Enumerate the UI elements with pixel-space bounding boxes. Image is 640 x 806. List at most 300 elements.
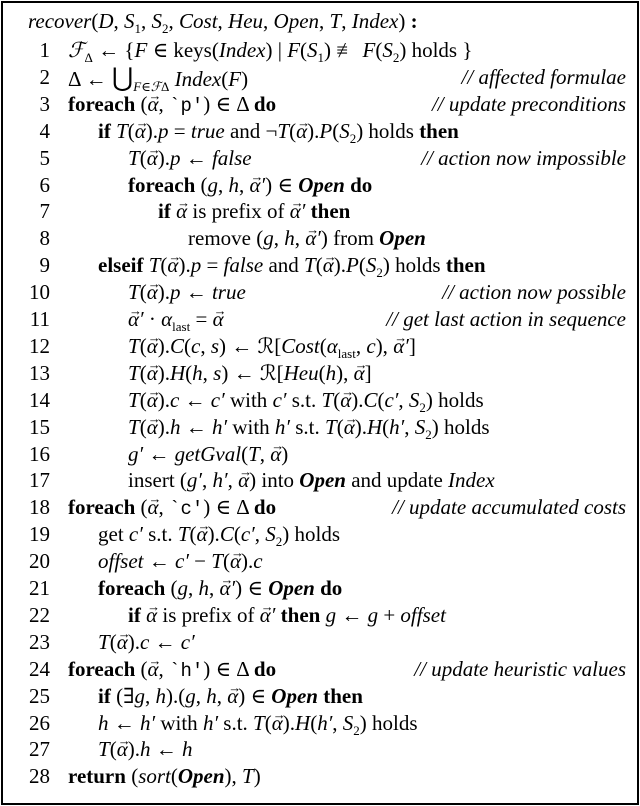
code-token: ), xyxy=(224,764,243,789)
code-token: ( xyxy=(91,9,99,33)
code-token: T xyxy=(98,737,110,762)
code-token: − xyxy=(188,549,212,574)
algorithm-line xyxy=(0,225,640,252)
code-token: ( xyxy=(139,387,147,412)
code-token: ( xyxy=(109,629,117,654)
code-token: return xyxy=(68,764,126,789)
line-comment: // get last action in sequence xyxy=(386,307,626,331)
code-token: ) ≢ xyxy=(324,38,363,62)
algorithm-line xyxy=(0,91,640,118)
code-token: ) ∈ xyxy=(238,683,272,708)
algorithm-line xyxy=(0,198,640,225)
code-token: → α′ xyxy=(305,225,321,252)
code-token: ( xyxy=(264,710,272,735)
code-token: ) xyxy=(398,9,411,33)
code-token: → α xyxy=(354,360,365,387)
code-token: → α′ xyxy=(128,306,144,333)
line-code xyxy=(68,494,276,523)
code-token: → α xyxy=(272,710,283,737)
code-token: Open xyxy=(273,9,320,33)
code-token: ( xyxy=(185,360,193,385)
code-token: h xyxy=(139,737,151,762)
code-token: 2 xyxy=(353,722,360,738)
algorithm-line xyxy=(0,736,640,763)
code-token: g xyxy=(263,226,274,251)
algorithm-line xyxy=(0,575,640,602)
code-token: , xyxy=(202,468,213,493)
code-token: , xyxy=(218,172,229,197)
code-token: h′ xyxy=(389,414,405,439)
algorithm-line xyxy=(0,414,640,441)
code-token: ) holds xyxy=(359,710,418,735)
code-token: C xyxy=(169,333,184,358)
code-token: c′ xyxy=(175,549,189,574)
code-token: ). xyxy=(157,414,170,439)
code-token: Open xyxy=(298,172,345,197)
code-token: ) xyxy=(253,764,261,789)
code-token: S xyxy=(342,710,354,735)
code-token: ( xyxy=(139,360,147,385)
line-number: 14 xyxy=(29,387,50,412)
code-token: c′ xyxy=(210,387,225,412)
code-token: 2 xyxy=(162,21,169,36)
code-token: ( xyxy=(241,441,249,466)
code-token: → α xyxy=(296,118,307,145)
code-token: ( xyxy=(221,66,229,91)
code-token: ), xyxy=(375,333,394,358)
code-token: → α xyxy=(148,656,159,683)
code-token: · xyxy=(143,307,162,331)
code-token: h′ xyxy=(202,710,219,735)
code-token: F xyxy=(134,38,148,62)
code-token: Open xyxy=(177,764,225,789)
code-token: → α xyxy=(213,306,224,333)
code-token: , xyxy=(263,9,274,33)
code-token: c xyxy=(169,387,180,412)
code-token: then xyxy=(419,118,459,143)
line-number: 12 xyxy=(29,333,50,358)
code-token: ( xyxy=(358,253,366,278)
line-number: 2 xyxy=(39,64,50,89)
code-token: ← xyxy=(143,549,175,574)
line-number: 13 xyxy=(29,360,50,385)
code-token: Open xyxy=(379,226,426,251)
code-token: → α xyxy=(147,387,158,414)
code-token: ). xyxy=(157,145,170,170)
code-token: insert ( xyxy=(128,468,187,493)
code-token: ) into xyxy=(249,468,300,493)
code-token: → α′ xyxy=(220,575,236,602)
algorithm-line xyxy=(0,467,640,494)
code-token: T xyxy=(177,522,190,547)
code-token: S xyxy=(408,387,420,412)
code-token: ( xyxy=(139,333,147,358)
code-token: ( xyxy=(165,576,178,600)
code-token: , xyxy=(158,495,170,520)
code-token: p xyxy=(169,280,181,305)
code-token: ← xyxy=(149,629,181,654)
code-token: c′ xyxy=(272,387,287,412)
code-token: g′ xyxy=(186,468,202,493)
code-token: ). xyxy=(157,387,170,412)
code-token: false xyxy=(211,145,252,170)
algorithm-line xyxy=(0,710,640,737)
code-token: S xyxy=(151,9,163,33)
line-number: 6 xyxy=(39,172,50,197)
code-token: c′ xyxy=(240,522,255,547)
code-token: ). xyxy=(351,387,364,412)
code-token: offset xyxy=(98,549,144,574)
code-token: , xyxy=(200,333,211,358)
line-number: 26 xyxy=(29,710,50,735)
code-token: = xyxy=(190,307,213,331)
code-token: ← xyxy=(180,414,212,439)
code-token: foreach xyxy=(68,656,136,681)
code-token: , xyxy=(158,91,170,116)
code-token: → α′ xyxy=(290,198,306,225)
code-token: ( xyxy=(109,737,117,762)
code-token: false xyxy=(223,253,264,278)
code-token: ( xyxy=(222,549,230,574)
code-token: do xyxy=(253,656,277,681)
code-token: Index xyxy=(218,38,266,62)
code-token: is prefix of xyxy=(187,199,290,224)
line-code xyxy=(128,441,288,468)
code-token: = xyxy=(201,253,224,278)
code-token: T xyxy=(128,387,140,412)
code-token: do xyxy=(253,91,277,116)
algorithm-line xyxy=(0,279,640,306)
line-code xyxy=(128,279,246,306)
code-token: S xyxy=(124,9,135,33)
code-token: ( xyxy=(139,145,147,170)
code-token: T xyxy=(148,253,161,278)
code-token: h xyxy=(155,683,166,708)
code-token: ( xyxy=(336,414,344,439)
code-token: , xyxy=(141,9,152,33)
code-token: T xyxy=(128,360,140,385)
code-token: ) holds xyxy=(382,253,446,278)
line-code xyxy=(98,629,195,656)
code-token: → α xyxy=(230,548,241,575)
algorithm-line xyxy=(0,62,640,94)
code-token: h xyxy=(206,683,217,708)
algorithm-line xyxy=(0,629,640,656)
code-token: ) holds xyxy=(282,522,340,547)
code-token: ). xyxy=(333,253,347,278)
code-token: g xyxy=(325,602,337,627)
code-token: + xyxy=(378,602,401,627)
code-token: D xyxy=(98,9,114,33)
code-token: → α xyxy=(238,467,249,494)
algorithm-line xyxy=(0,118,640,145)
code-token: h′ xyxy=(211,414,228,439)
code-token: ( xyxy=(139,280,147,305)
algorithm-line xyxy=(0,37,640,64)
code-token: `c' xyxy=(169,498,204,521)
code-token: ( xyxy=(310,710,318,735)
algorithm-line xyxy=(0,387,640,414)
code-token: ← xyxy=(180,280,212,305)
code-token: s.t. xyxy=(218,710,254,735)
code-token: ] xyxy=(408,333,416,358)
code-token: T xyxy=(304,253,316,278)
line-comment: // update heuristic values xyxy=(414,656,626,681)
line-code xyxy=(158,198,350,225)
code-token: `p' xyxy=(169,94,204,117)
code-token: (∃ xyxy=(110,683,135,708)
code-token: , xyxy=(254,522,266,547)
code-token: s xyxy=(213,360,222,385)
line-comment: // update accumulated costs xyxy=(392,495,626,520)
algorithm-line xyxy=(0,602,640,629)
code-token: → α′ xyxy=(250,172,266,199)
code-token: , xyxy=(188,576,199,600)
line-number: 4 xyxy=(39,118,50,143)
line-code xyxy=(98,575,342,602)
algorithm-line xyxy=(0,306,640,333)
code-token: → α xyxy=(117,629,128,656)
code-token: get xyxy=(98,522,129,547)
code-token: and ¬ xyxy=(224,118,278,143)
code-token: , xyxy=(202,360,214,385)
code-token: ← xyxy=(108,710,140,735)
code-token: Open xyxy=(271,683,318,708)
code-token: ) ← ℛ[ xyxy=(221,360,284,385)
code-token: → α xyxy=(147,414,158,441)
code-token: P xyxy=(346,253,359,278)
code-token: ( xyxy=(318,360,326,385)
code-token: ( xyxy=(233,522,241,547)
code-token: is prefix of xyxy=(157,602,260,627)
code-token: ← xyxy=(180,145,212,170)
code-token: ) ∈ Δ xyxy=(203,656,254,681)
code-token: p xyxy=(158,118,169,143)
line-number: 3 xyxy=(39,91,50,116)
line-code xyxy=(68,91,276,120)
code-token: , xyxy=(168,9,180,33)
code-token: ( xyxy=(315,253,323,278)
code-token: g xyxy=(367,602,379,627)
code-token: → α xyxy=(147,279,158,306)
code-token: foreach xyxy=(68,495,136,520)
algorithm-line xyxy=(0,360,640,387)
code-token: s xyxy=(210,333,219,358)
code-token: ( xyxy=(332,118,340,143)
code-token: ). xyxy=(157,280,170,305)
code-token: ). xyxy=(354,414,367,439)
code-token: ( xyxy=(289,118,297,143)
code-token: g xyxy=(185,683,196,708)
code-token: if xyxy=(128,602,141,627)
code-token: ) holds } xyxy=(399,38,473,62)
code-token: ( xyxy=(333,387,341,412)
code-token: last xyxy=(337,345,356,361)
line-number: 1 xyxy=(39,38,50,62)
code-token: ). xyxy=(157,360,170,385)
code-token: → α xyxy=(167,252,178,279)
line-number: 27 xyxy=(29,737,50,762)
code-token: 2 xyxy=(275,534,283,550)
code-token: remove ( xyxy=(188,226,264,251)
line-number: 17 xyxy=(29,468,50,493)
code-token: true xyxy=(211,280,246,305)
code-token: S xyxy=(382,38,393,62)
code-token: → α xyxy=(176,198,187,225)
code-token: S xyxy=(339,118,350,143)
line-number: 23 xyxy=(29,629,50,654)
code-token: F xyxy=(287,38,301,62)
code-token: with xyxy=(227,414,275,439)
code-token: ) ∈ xyxy=(265,172,299,197)
code-token: ) from xyxy=(320,226,380,251)
code-token: ), xyxy=(336,360,354,385)
code-token: T xyxy=(128,280,140,305)
code-token: ). xyxy=(145,118,159,143)
code-token: , xyxy=(195,683,207,708)
code-token: p xyxy=(190,253,202,278)
line-number: 28 xyxy=(29,764,50,789)
algorithm-line xyxy=(0,172,640,199)
code-token: ℱ xyxy=(68,38,85,62)
code-token: 2 xyxy=(376,265,383,281)
code-token: → α xyxy=(147,333,158,360)
code-token: ( xyxy=(195,172,208,197)
line-code xyxy=(188,225,426,252)
code-token: foreach xyxy=(128,172,196,197)
line-number: 9 xyxy=(39,253,50,278)
code-token: , xyxy=(158,656,170,681)
code-token: g xyxy=(207,172,219,197)
code-token: ← xyxy=(336,602,368,627)
code-token: H xyxy=(169,360,186,385)
code-token: Δ ← xyxy=(68,66,112,91)
code-token: → α xyxy=(344,414,355,441)
code-token: getGval xyxy=(174,441,242,466)
code-token: ( xyxy=(139,414,147,439)
line-code xyxy=(128,145,252,172)
code-token: h xyxy=(169,414,181,439)
code-token: ) holds xyxy=(431,414,490,439)
code-token: ). xyxy=(307,118,320,143)
code-token: ).( xyxy=(165,683,186,708)
code-token: : xyxy=(410,9,418,33)
code-token: Δ xyxy=(84,50,93,65)
code-token: Heu xyxy=(283,360,319,385)
algorithm-line xyxy=(0,494,640,521)
code-token: H xyxy=(366,414,383,439)
code-token: , xyxy=(355,333,367,358)
code-token: ( xyxy=(125,764,139,789)
code-token: Index xyxy=(448,468,495,493)
code-token: ( xyxy=(127,118,135,143)
code-token: Cost xyxy=(281,333,320,358)
code-token: if xyxy=(98,683,111,708)
code-token: with xyxy=(224,387,273,412)
code-token: ) ← ℛ[ xyxy=(219,333,282,358)
code-token: with xyxy=(155,710,203,735)
code-token: S xyxy=(414,414,426,439)
code-token: T xyxy=(325,414,337,439)
line-number: 7 xyxy=(39,199,50,224)
code-token: h xyxy=(98,710,109,735)
code-token: true xyxy=(190,118,225,143)
code-token: ) | xyxy=(265,38,288,62)
code-token: ) ∈ Δ xyxy=(203,495,254,520)
code-token: ← xyxy=(143,441,175,466)
code-token: F xyxy=(228,66,242,91)
code-token: if xyxy=(98,118,111,143)
code-token: h xyxy=(198,576,210,600)
code-token: , xyxy=(332,710,343,735)
code-token: ). xyxy=(157,333,170,358)
code-token: s.t. xyxy=(286,387,322,412)
code-token: offset xyxy=(400,602,446,627)
code-token: ) holds xyxy=(425,387,484,412)
code-token: → α xyxy=(323,252,334,279)
code-token: T xyxy=(128,145,140,170)
code-token: → α xyxy=(227,683,238,710)
code-token: Open xyxy=(268,576,315,600)
code-token: do xyxy=(253,495,277,520)
code-token: → α xyxy=(270,441,281,468)
code-token: if xyxy=(158,199,171,224)
code-token: sort xyxy=(138,764,171,789)
code-token: Heu xyxy=(228,9,264,33)
algorithm-line xyxy=(0,252,640,279)
line-comment: // update preconditions xyxy=(431,91,626,116)
code-token: h xyxy=(181,737,193,762)
code-token: then xyxy=(310,199,351,224)
code-token: do xyxy=(350,172,373,197)
code-token: c′ xyxy=(128,522,143,547)
code-token: T xyxy=(321,387,334,412)
algorithm-line xyxy=(0,145,640,172)
code-token: , xyxy=(259,441,271,466)
code-token: ← xyxy=(179,387,211,412)
code-token: ( xyxy=(189,522,197,547)
line-number: 15 xyxy=(29,414,50,439)
code-token: T xyxy=(128,414,140,439)
code-token: and xyxy=(263,253,305,278)
code-token: ). xyxy=(127,737,140,762)
code-token: , xyxy=(294,226,306,251)
code-token: s.t. xyxy=(142,522,178,547)
code-token: recover xyxy=(28,9,92,33)
line-number: 22 xyxy=(29,602,50,627)
line-number: 18 xyxy=(29,495,50,520)
line-code xyxy=(128,172,372,199)
line-code xyxy=(68,656,276,685)
code-token: , xyxy=(239,172,250,197)
code-token: H xyxy=(295,710,311,735)
code-token: , xyxy=(216,683,228,708)
code-token: 2 xyxy=(392,50,400,65)
code-token: F xyxy=(362,38,376,62)
line-code xyxy=(68,763,261,790)
line-number: 19 xyxy=(29,522,50,547)
code-token: T xyxy=(242,764,254,789)
code-token: ) ∈ xyxy=(235,576,269,600)
code-token: , xyxy=(144,683,156,708)
code-token: , xyxy=(398,387,409,412)
code-token: ⋃ xyxy=(111,62,134,92)
code-token: ] xyxy=(364,360,372,385)
code-token: ) xyxy=(281,441,289,466)
code-token: T xyxy=(253,710,265,735)
code-token: = xyxy=(168,118,191,143)
code-token: ( xyxy=(300,38,308,62)
